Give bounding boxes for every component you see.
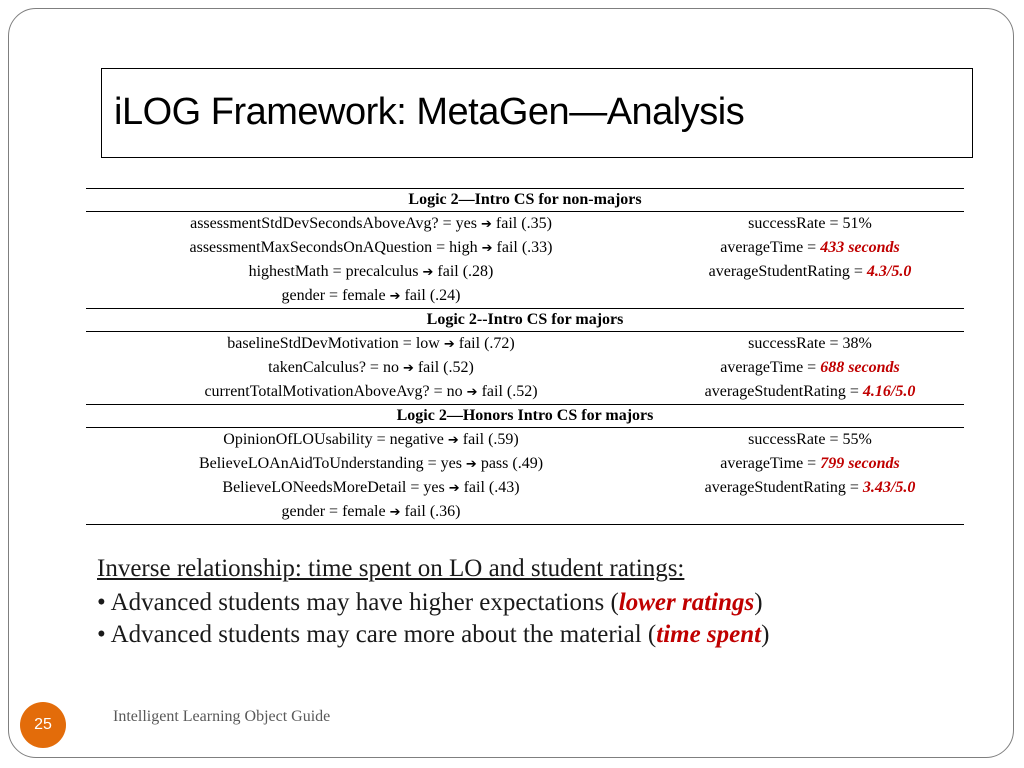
title-lead: iLOG Framework: — [114, 91, 407, 133]
average-time-label: averageTime = — [720, 239, 821, 256]
rating-label: averageStudentRating = — [708, 263, 867, 280]
notes-bullet-2 — [97, 621, 769, 649]
rule-cell — [86, 452, 656, 476]
rule-condition: currentTotalMotivationAboveAvg? = no — [204, 383, 463, 400]
rule-condition: highestMath = precalculus — [248, 263, 419, 280]
rule-cell — [86, 332, 656, 356]
rule-cell — [86, 356, 656, 380]
rule-score: (.28) — [462, 263, 494, 280]
rule-cell — [86, 428, 656, 452]
rating-label: averageStudentRating = — [704, 479, 863, 496]
table-row — [86, 500, 964, 524]
rule-outcome: fail — [481, 383, 503, 400]
table-row — [86, 260, 964, 284]
success-rate: successRate = 38% — [748, 335, 872, 352]
arrow-icon: ➔ — [466, 385, 478, 400]
rule-condition: OpinionOfLOUsability = negative — [223, 431, 444, 448]
footer-text: Intelligent Learning Object Guide — [113, 708, 331, 725]
stat-cell — [656, 476, 964, 500]
title-rest: MetaGen—Analysis — [416, 91, 745, 133]
section-header: Logic 2—Honors Intro CS for majors — [86, 404, 964, 428]
stat-cell — [656, 500, 964, 524]
rule-score: (.49) — [512, 455, 544, 472]
average-time-label: averageTime = — [720, 359, 821, 376]
rule-outcome: fail — [462, 431, 485, 448]
table-row — [86, 428, 964, 452]
arrow-icon: ➔ — [389, 505, 401, 520]
average-time-value: 799 seconds — [820, 455, 900, 472]
rule-outcome: pass — [480, 455, 509, 472]
stat-cell — [656, 284, 964, 308]
rule-score: (.43) — [488, 479, 520, 496]
rule-outcome: fail — [495, 215, 518, 232]
rule-score: (.24) — [429, 287, 461, 304]
rule-cell — [86, 212, 656, 236]
table-row — [86, 212, 964, 236]
rule-score: (.36) — [429, 503, 461, 520]
rule-condition: gender = female — [281, 503, 386, 520]
table-row — [86, 284, 964, 308]
rule-score: (.52) — [443, 359, 474, 376]
notes — [97, 555, 769, 649]
arrow-icon: ➔ — [481, 217, 492, 232]
rule-score: (.59) — [488, 431, 519, 448]
page-number-badge: 25 — [20, 702, 66, 748]
bullet-2-suffix: ) — [761, 621, 770, 648]
arrow-icon: ➔ — [481, 241, 493, 256]
bullet-2-prefix: • Advanced students may care more about the material ( — [97, 621, 657, 648]
stat-cell — [656, 332, 964, 356]
arrow-icon: ➔ — [422, 265, 434, 280]
arrow-icon: ➔ — [447, 433, 459, 448]
rule-cell — [86, 380, 656, 404]
notes-heading: Inverse relationship: time spent on LO and student ratings: — [97, 555, 685, 582]
bullet-1-prefix: • Advanced students may have higher expectations ( — [97, 589, 619, 616]
stat-cell — [656, 428, 964, 452]
rule-condition: assessmentStdDevSecondsAboveAvg? = yes — [190, 215, 477, 232]
arrow-icon: ➔ — [402, 361, 414, 376]
success-rate: successRate = 51% — [748, 215, 872, 232]
rule-score: (.52) — [506, 383, 538, 400]
rule-cell — [86, 500, 656, 524]
rule-cell — [86, 284, 656, 308]
arrow-icon: ➔ — [443, 337, 455, 352]
rule-condition: takenCalculus? = no — [268, 359, 399, 376]
arrow-icon: ➔ — [389, 289, 401, 304]
table-row — [86, 452, 964, 476]
rule-cell — [86, 476, 656, 500]
rating-value: 4.3/5.0 — [866, 263, 912, 280]
rule-condition: assessmentMaxSecondsOnAQuestion = high — [189, 239, 478, 256]
table-bottom-rule — [86, 524, 964, 525]
table-row — [86, 356, 964, 380]
logic-table — [86, 188, 964, 525]
rule-outcome: fail — [458, 335, 481, 352]
stat-cell — [656, 236, 964, 260]
table-row — [86, 236, 964, 260]
rule-cell — [86, 236, 656, 260]
arrow-icon: ➔ — [465, 457, 477, 472]
success-rate: successRate = 55% — [748, 431, 872, 448]
rule-outcome: fail — [496, 239, 518, 256]
rule-condition: gender = female — [281, 287, 386, 304]
rating-value: 4.16/5.0 — [862, 383, 916, 400]
rule-outcome: fail — [437, 263, 459, 280]
average-time-value: 688 seconds — [820, 359, 900, 376]
arrow-icon: ➔ — [448, 481, 460, 496]
rule-condition: baselineStdDevMotivation = low — [227, 335, 440, 352]
section-header: Logic 2--Intro CS for majors — [86, 308, 964, 332]
stat-cell — [656, 452, 964, 476]
rule-outcome: fail — [417, 359, 440, 376]
rule-score: (.33) — [521, 239, 553, 256]
rule-condition: BelieveLONeedsMoreDetail = yes — [222, 479, 445, 496]
stat-cell — [656, 212, 964, 236]
section-header: Logic 2—Intro CS for non-majors — [86, 188, 964, 212]
rating-label: averageStudentRating = — [704, 383, 863, 400]
average-time-value: 433 seconds — [820, 239, 900, 256]
rule-score: (.72) — [484, 335, 515, 352]
rating-value: 3.43/5.0 — [862, 479, 916, 496]
average-time-label: averageTime = — [720, 455, 821, 472]
bullet-1-suffix: ) — [754, 589, 763, 616]
bullet-2-emphasis: time spent — [656, 621, 762, 648]
slide-title — [114, 91, 744, 134]
rule-condition: BelieveLOAnAidToUnderstanding = yes — [198, 455, 462, 472]
table-row — [86, 476, 964, 500]
rule-score: (.35) — [521, 215, 552, 232]
rule-outcome: fail — [404, 503, 426, 520]
stat-cell — [656, 356, 964, 380]
notes-bullet-1 — [97, 589, 769, 617]
stat-cell — [656, 380, 964, 404]
rule-cell — [86, 260, 656, 284]
stat-cell — [656, 260, 964, 284]
rule-outcome: fail — [404, 287, 426, 304]
table-row — [86, 380, 964, 404]
bullet-1-emphasis: lower ratings — [618, 589, 755, 616]
title-box — [101, 68, 973, 158]
rule-outcome: fail — [463, 479, 485, 496]
table-row — [86, 332, 964, 356]
